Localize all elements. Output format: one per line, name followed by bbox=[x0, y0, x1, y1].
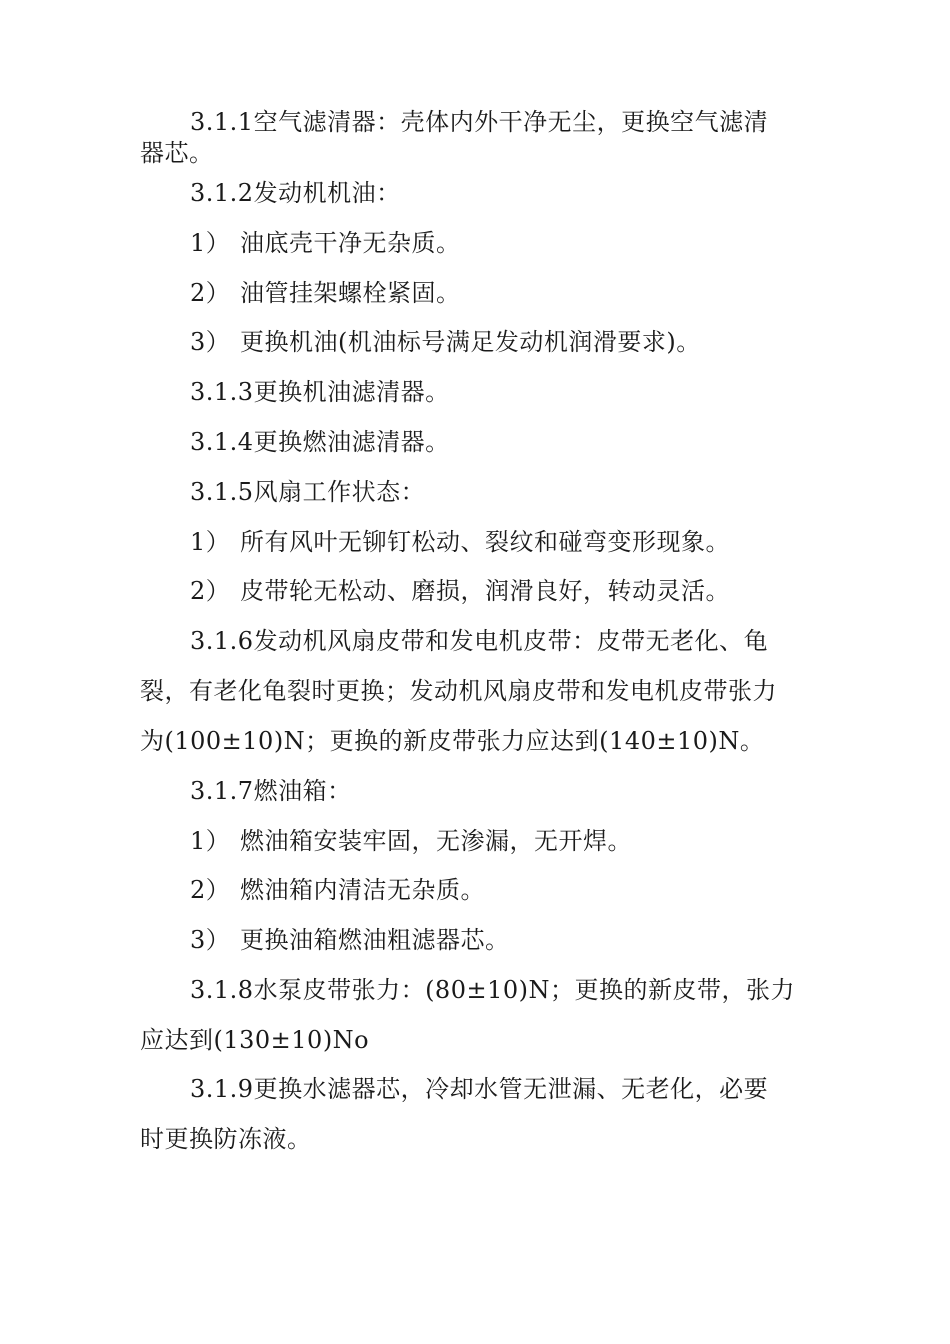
section-3-1-1-line-1: 3.1.1空气滤清器：壳体内外干净无尘，更换空气滤清 bbox=[190, 108, 769, 136]
list-item-number: 2） bbox=[190, 279, 231, 307]
section-3-1-2-title: 3.1.2发动机机油： bbox=[190, 179, 401, 207]
section-3-1-3: 3.1.3更换机油滤清器。 bbox=[190, 378, 450, 406]
list-item-number: 1） bbox=[190, 827, 231, 855]
list-item-number: 3） bbox=[190, 926, 231, 954]
section-3-1-1-line-2: 器芯。 bbox=[140, 139, 214, 167]
list-item-text: 燃油箱安装牢固，无渗漏，无开焊。 bbox=[240, 827, 632, 855]
list-item-text: 油底壳干净无杂质。 bbox=[240, 229, 461, 257]
list-item-text: 燃油箱内清洁无杂质。 bbox=[240, 876, 485, 904]
list-item-text: 皮带轮无松动、磨损，润滑良好，转动灵活。 bbox=[240, 577, 730, 605]
section-3-1-7-title: 3.1.7燃油箱： bbox=[190, 777, 352, 805]
section-3-1-4: 3.1.4更换燃油滤清器。 bbox=[190, 428, 450, 456]
section-3-1-8-line-2: 应达到(130±10)No bbox=[140, 1026, 370, 1054]
section-3-1-9-line-2: 时更换防冻液。 bbox=[140, 1125, 312, 1153]
list-item-number: 3） bbox=[190, 328, 231, 356]
list-item-text: 油管挂架螺栓紧固。 bbox=[240, 279, 461, 307]
list-item-text: 所有风叶无铆钉松动、裂纹和碰弯变形现象。 bbox=[240, 528, 730, 556]
list-item-number: 1） bbox=[190, 528, 231, 556]
list-item-number: 2） bbox=[190, 577, 231, 605]
section-3-1-6-line-1: 3.1.6发动机风扇皮带和发电机皮带：皮带无老化、龟 bbox=[190, 627, 769, 655]
section-3-1-6-line-3: 为(100±10)N；更换的新皮带张力应达到(140±10)N。 bbox=[140, 727, 765, 755]
section-3-1-9-line-1: 3.1.9更换水滤器芯，冷却水管无泄漏、无老化，必要 bbox=[190, 1075, 769, 1103]
list-item-text: 更换机油(机油标号满足发动机润滑要求)。 bbox=[240, 328, 701, 356]
section-3-1-5-title: 3.1.5风扇工作状态： bbox=[190, 478, 426, 506]
list-item-text: 更换油箱燃油粗滤器芯。 bbox=[240, 926, 510, 954]
section-3-1-6-line-2: 裂，有老化龟裂时更换；发动机风扇皮带和发电机皮带张力 bbox=[140, 677, 777, 705]
section-3-1-8-line-1: 3.1.8水泵皮带张力：(80±10)N；更换的新皮带，张力 bbox=[190, 976, 795, 1004]
list-item-number: 1） bbox=[190, 229, 231, 257]
list-item-number: 2） bbox=[190, 876, 231, 904]
